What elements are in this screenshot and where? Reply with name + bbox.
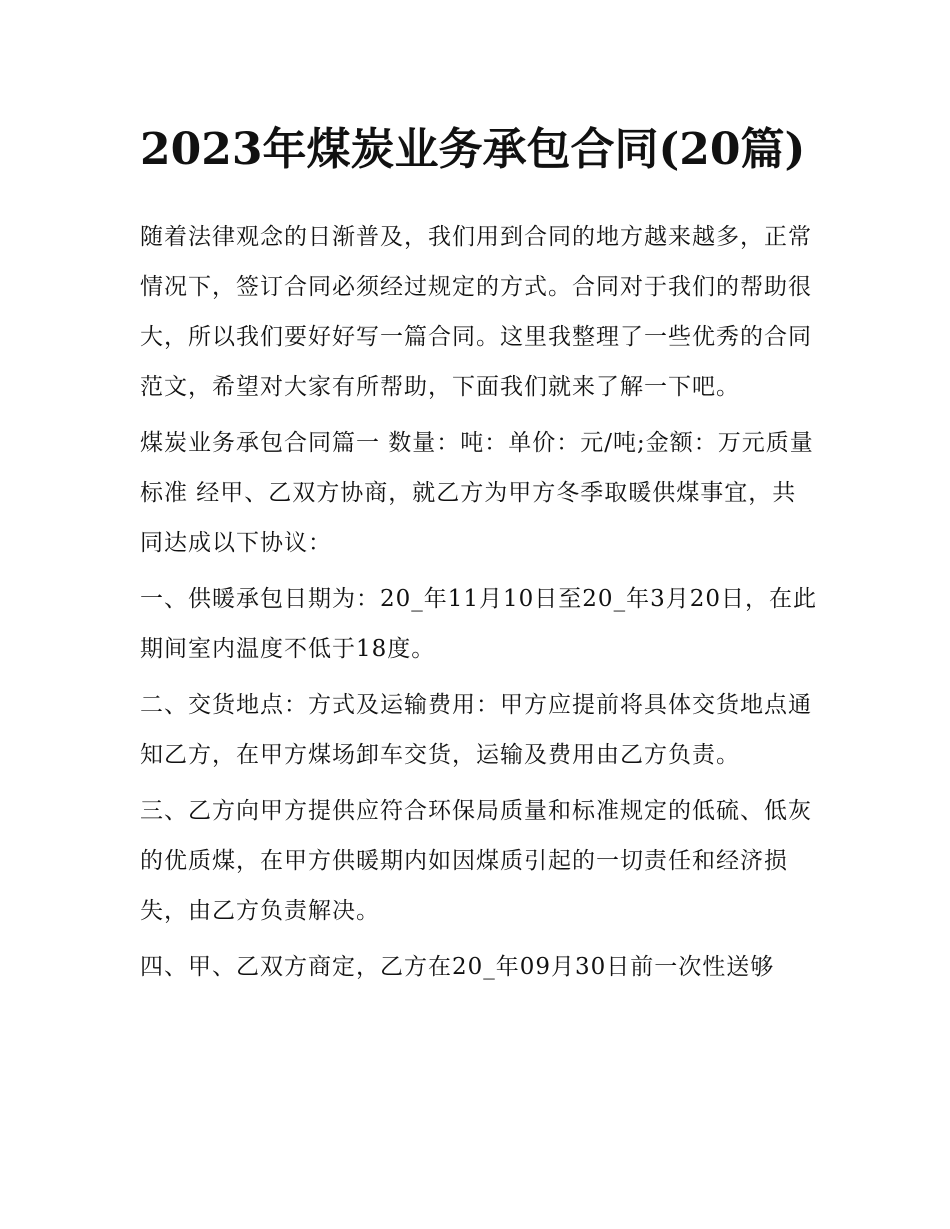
clause-3-paragraph: 三、乙方向甲方提供应符合环保局质量和标准规定的低硫、低灰的优质煤，在甲方供暖期内如因煤质引起的一切责任和经济损失，由乙方负责解决。	[140, 798, 812, 924]
document-title: 2023年煤炭业务承包合同(20篇)	[140, 124, 806, 175]
contract-heading-paragraph: 煤炭业务承包合同篇一 数量：吨：单价：元/吨;金额：万元质量标准 经甲、乙双方协商，就乙方为甲方冬季取暖供煤事宜，共同达成以下协议：	[140, 430, 814, 556]
clause-1-paragraph: 一、供暖承包日期为：20_年11月10日至20_年3月20日，在此期间室内温度不低于18度。	[140, 586, 817, 662]
document-page	[140, 112, 820, 998]
clause-2-paragraph: 二、交货地点：方式及运输费用：甲方应提前将具体交货地点通知乙方，在甲方煤场卸车交货，运输及费用由乙方负责。	[140, 692, 812, 768]
intro-paragraph: 随着法律观念的日渐普及，我们用到合同的地方越来越多，正常情况下，签订合同必须经过规定的方式。合同对于我们的帮助很大，所以我们要好好写一篇合同。这里我整理了一些优秀的合同范文，希望对大家有所帮助，下面我们就来了解一下吧。	[140, 224, 812, 400]
document-body	[140, 212, 820, 992]
clause-4-paragraph: 四、甲、乙双方商定，乙方在20_年09月30日前一次性送够	[140, 954, 775, 980]
